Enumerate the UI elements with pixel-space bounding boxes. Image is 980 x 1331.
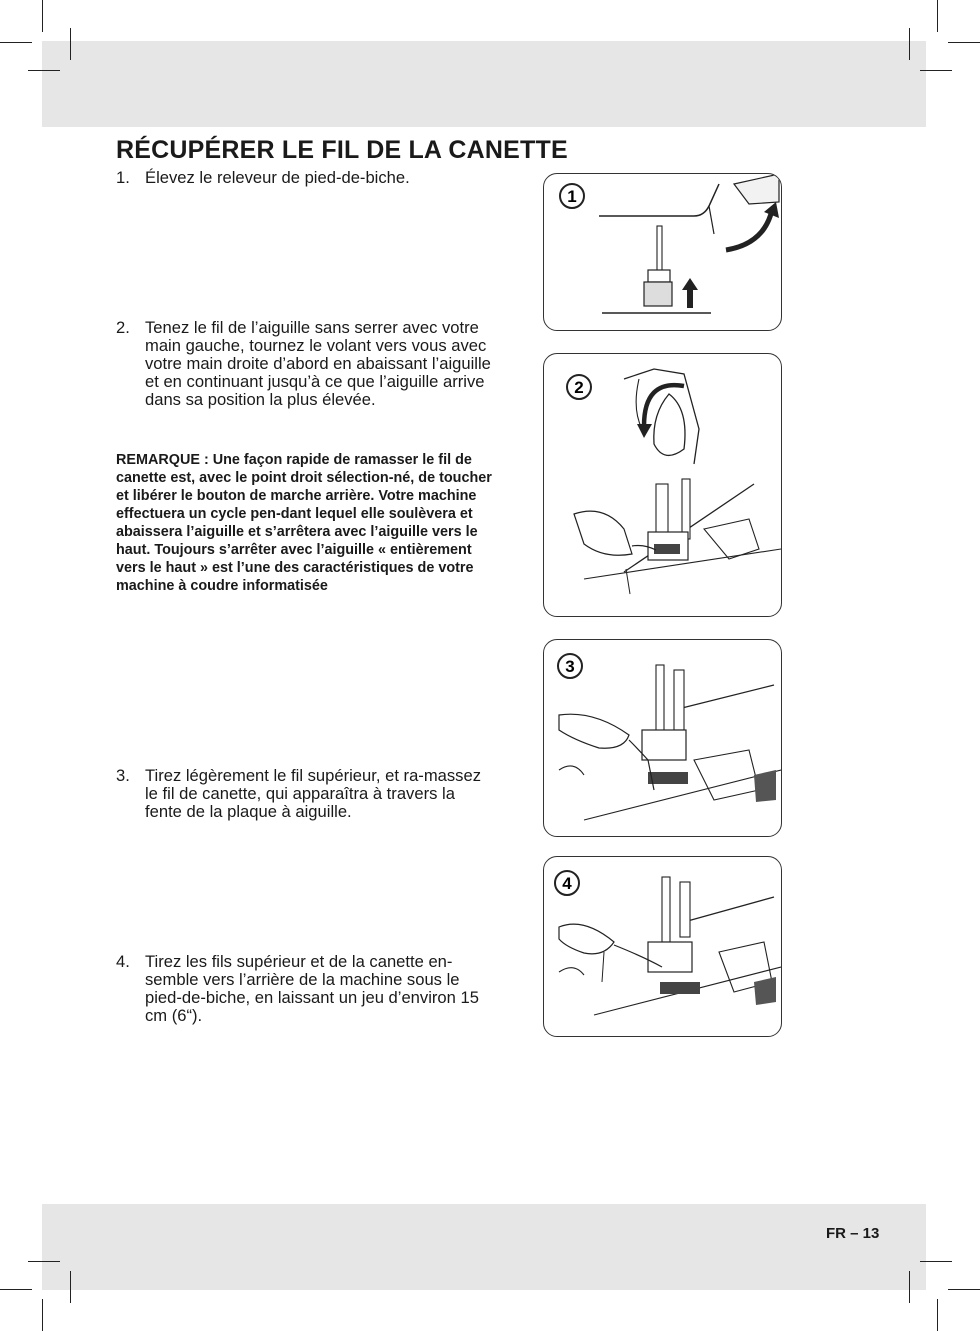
step-number: 1. (116, 168, 130, 187)
step-4 (116, 953, 496, 1025)
step-number: 2. (116, 318, 130, 337)
remark-note: REMARQUE : Une façon rapide de ramasser le fil de canette est, avec le point droit sélection-né, de toucher et libérer le bouton de marche arrière. Votre machine effectuera un cycle pen-dant lequel elle soulèvera et abaissera l’aiguille et s’arrêtera avec l’aiguille vers le haut. Toujours s’arrêter avec l’aiguille « entièrement vers le haut » est l’une des caractéristiques de votre machine à coudre informatisée (116, 452, 492, 594)
page-number: FR – 13 (826, 1225, 880, 1242)
illustration-badge: 3 (565, 657, 575, 676)
illustration-3 (543, 639, 782, 837)
presser-foot-lever-icon (544, 174, 781, 330)
footer-band (42, 1204, 926, 1290)
step-text: Tenez le fil de l’aiguille sans serrer avec votre main gauche, tournez le volant vers vous avec votre main droite d’abord en abaissant l’aiguille et en continuant jusqu’à ce que l’aiguille arrive dans sa position la plus élevée. (145, 318, 491, 409)
illustration-1 (543, 173, 782, 331)
illustration-4 (543, 856, 782, 1037)
step-text: Élevez le releveur de pied-de-biche. (145, 168, 410, 187)
illustration-2 (543, 353, 782, 617)
step-text: Tirez les fils supérieur et de la canette en-semble vers l’arrière de la machine sous le pied-de-biche, en laissant un jeu d’environ 15 cm (6“). (145, 952, 479, 1025)
handwheel-rotation-icon (544, 354, 781, 616)
page-title: RÉCUPÉRER LE FIL DE LA CANETTE (116, 136, 568, 164)
step-text: Tirez légèrement le fil supérieur, et ra-massez le fil de canette, qui apparaîtra à travers la fente de la plaque à aiguille. (145, 766, 481, 821)
step-2 (116, 319, 496, 409)
illustration-badge: 1 (567, 187, 577, 206)
step-1 (116, 169, 496, 187)
bobbin-thread-pickup-icon (544, 640, 781, 836)
step-number: 3. (116, 766, 130, 785)
step-number: 4. (116, 952, 130, 971)
step-3 (116, 767, 496, 821)
illustration-badge: 4 (562, 874, 572, 893)
header-band (42, 41, 926, 127)
threads-pulled-back-icon (544, 857, 781, 1036)
illustration-badge: 2 (574, 378, 584, 397)
